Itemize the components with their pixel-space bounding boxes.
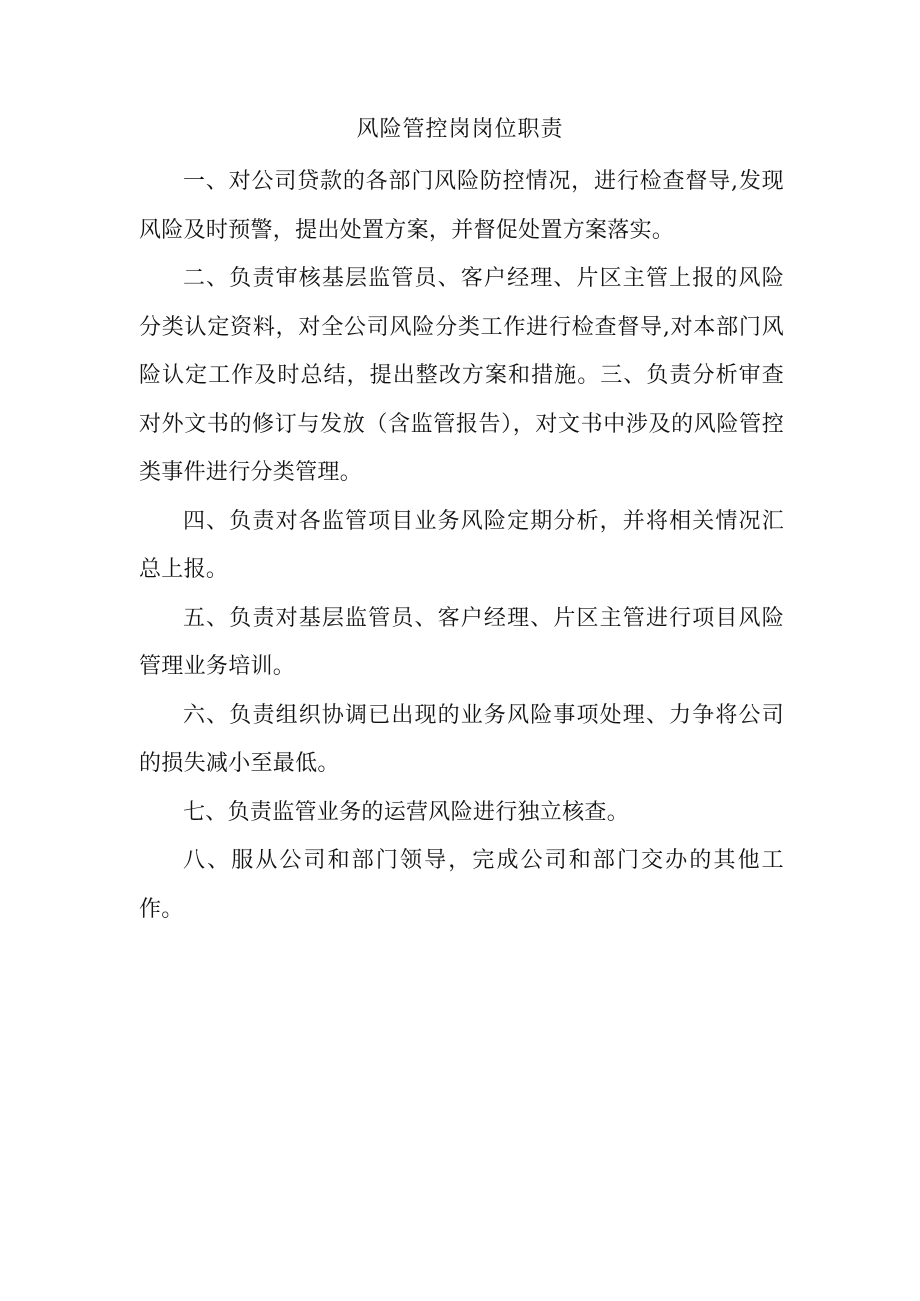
document-title: 风险管控岗岗位职责 [356,117,564,142]
duty-paragraph-7: 七、负责监管业务的运营风险进行独立核查。 [183,799,630,825]
duty-paragraph-6: 六、负责组织协调已出现的业务风险事项处理、力争将公司的损失减小至最低。 [139,702,784,776]
duty-paragraph-4: 四、负责对各监管项目业务风险定期分析，并将相关情况汇总上报。 [139,508,784,582]
duty-paragraph-1: 一、对公司贷款的各部门风险防控情况，进行检查督导,发现风险及时预警，提出处置方案，并督促处置方案落实。 [139,169,784,243]
duty-paragraph-8: 八、服从公司和部门领导，完成公司和部门交办的其他工作。 [139,848,784,922]
duty-paragraph-5: 五、负责对基层监管员、客户经理、片区主管进行项目风险管理业务培训。 [139,605,784,679]
document-body [139,158,784,934]
duty-paragraph-2: 二、负责审核基层监管员、客户经理、片区主管上报的风险分类认定资料，对全公司风险分类工作进行检查督导,对本部门风险认定工作及时总结，提出整改方案和措施。三、负责分析审查对外文书的修订与发放（含监管报告），对文书中涉及的风险管控类事件进行分类管理。 [139,266,784,485]
